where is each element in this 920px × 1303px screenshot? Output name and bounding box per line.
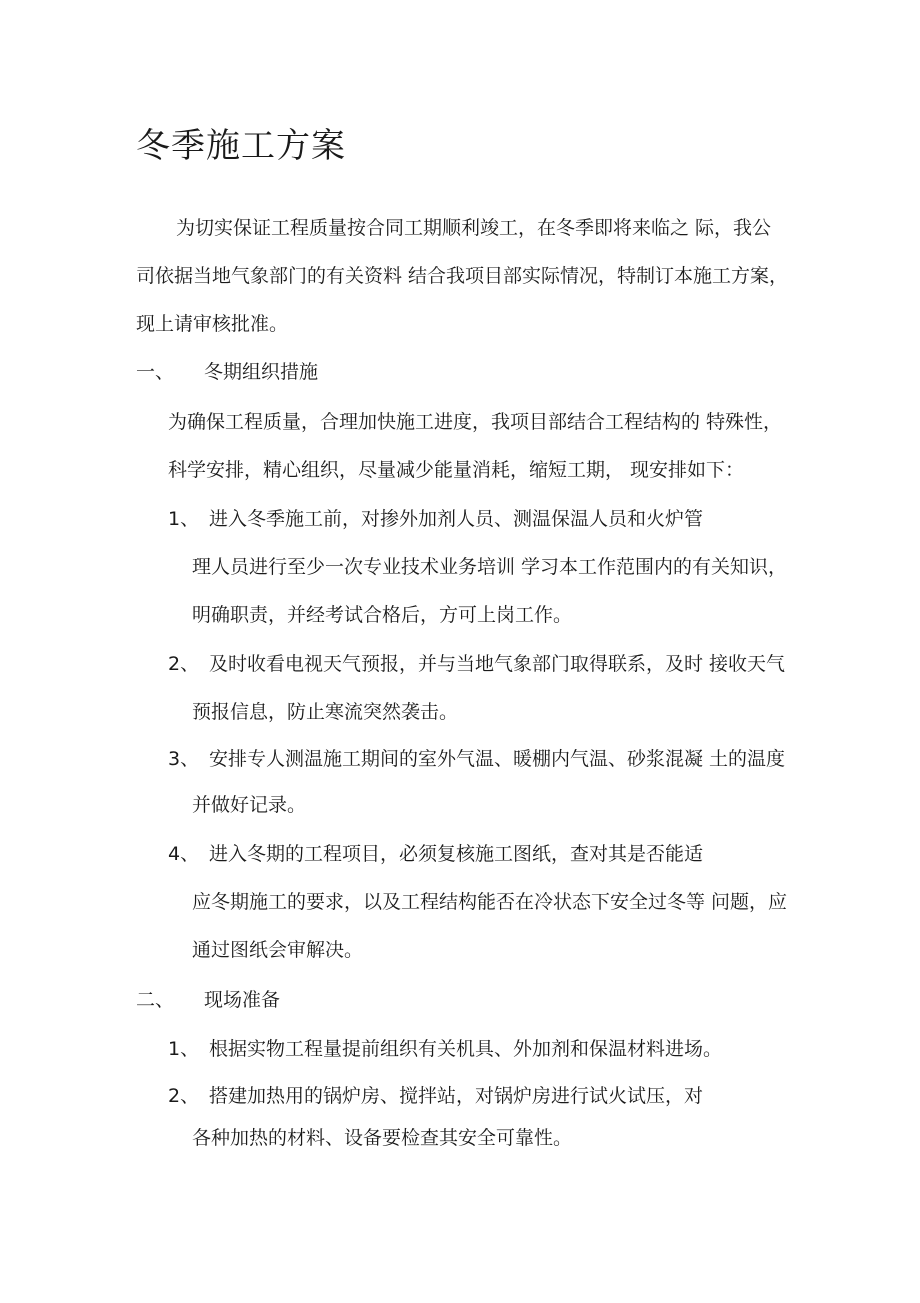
item-2-2-number: 2、 bbox=[168, 1085, 200, 1107]
item-2-1-number: 1、 bbox=[168, 1038, 200, 1060]
item-1-1-number: 1、 bbox=[168, 508, 200, 530]
item-1-1-line-1: 进入冬季施工前，对掺外加剂人员、测温保温人员和火炉管 bbox=[209, 508, 704, 530]
item-1-3-line-1: 安排专人测温施工期间的室外气温、暖棚内气温、砂浆混凝 土的温度 bbox=[209, 748, 786, 770]
item-1-4-line-1: 进入冬期的工程项目，必须复核施工图纸，查对其是否能适 bbox=[209, 843, 704, 865]
section-1-heading: 冬期组织措施 bbox=[204, 361, 319, 383]
item-1-2-line-2: 预报信息，防止寒流突然袭击。 bbox=[192, 701, 459, 723]
item-1-3-number: 3、 bbox=[168, 748, 200, 770]
item-2-1-line-1: 根据实物工程量提前组织有关机具、外加剂和保温材料进场。 bbox=[209, 1038, 723, 1060]
intro-line-3: 现上请审核批准。 bbox=[136, 313, 289, 335]
item-1-1-line-2: 理人员进行至少一次专业技术业务培训 学习本工作范围内的有关知识， bbox=[192, 556, 788, 578]
item-1-4-number: 4、 bbox=[168, 843, 200, 865]
item-2-2-line-1: 搭建加热用的锅炉房、搅拌站，对锅炉房进行试火试压，对 bbox=[209, 1085, 704, 1107]
item-1-2-line-1: 及时收看电视天气预报，并与当地气象部门取得联系，及时 接收天气 bbox=[209, 653, 786, 675]
item-1-1-line-3: 明确职责，并经考试合格后，方可上岗工作。 bbox=[192, 604, 573, 626]
item-1-2-number: 2、 bbox=[168, 653, 200, 675]
section-2-heading: 现场准备 bbox=[204, 989, 281, 1011]
intro-line-2: 司依据当地气象部门的有关资料 结合我项目部实际情况，特制订本施工方案， bbox=[136, 265, 789, 287]
item-1-3-line-2: 并做好记录。 bbox=[192, 794, 307, 816]
item-1-4-line-3: 通过图纸会审解决。 bbox=[192, 939, 364, 961]
item-2-2-line-2: 各种加热的材料、设备要检查其安全可靠性。 bbox=[192, 1127, 573, 1149]
section-2-number: 二、 bbox=[136, 989, 175, 1011]
section-1-paragraph-line-2: 科学安排，精心组织，尽量减少能量消耗，缩短工期， 现安排如下： bbox=[168, 459, 745, 481]
intro-line-1: 为切实保证工程质量按合同工期顺利竣工，在冬季即将来临之 际，我公 bbox=[176, 217, 772, 239]
section-1-paragraph-line-1: 为确保工程质量，合理加快施工进度，我项目部结合工程结构的 特殊性， bbox=[168, 411, 783, 433]
document-title: 冬季施工方案 bbox=[136, 126, 346, 166]
item-1-4-line-2: 应冬期施工的要求，以及工程结构能否在冷状态下安全过冬等 问题，应 bbox=[192, 891, 788, 913]
section-1-number: 一、 bbox=[136, 361, 175, 383]
